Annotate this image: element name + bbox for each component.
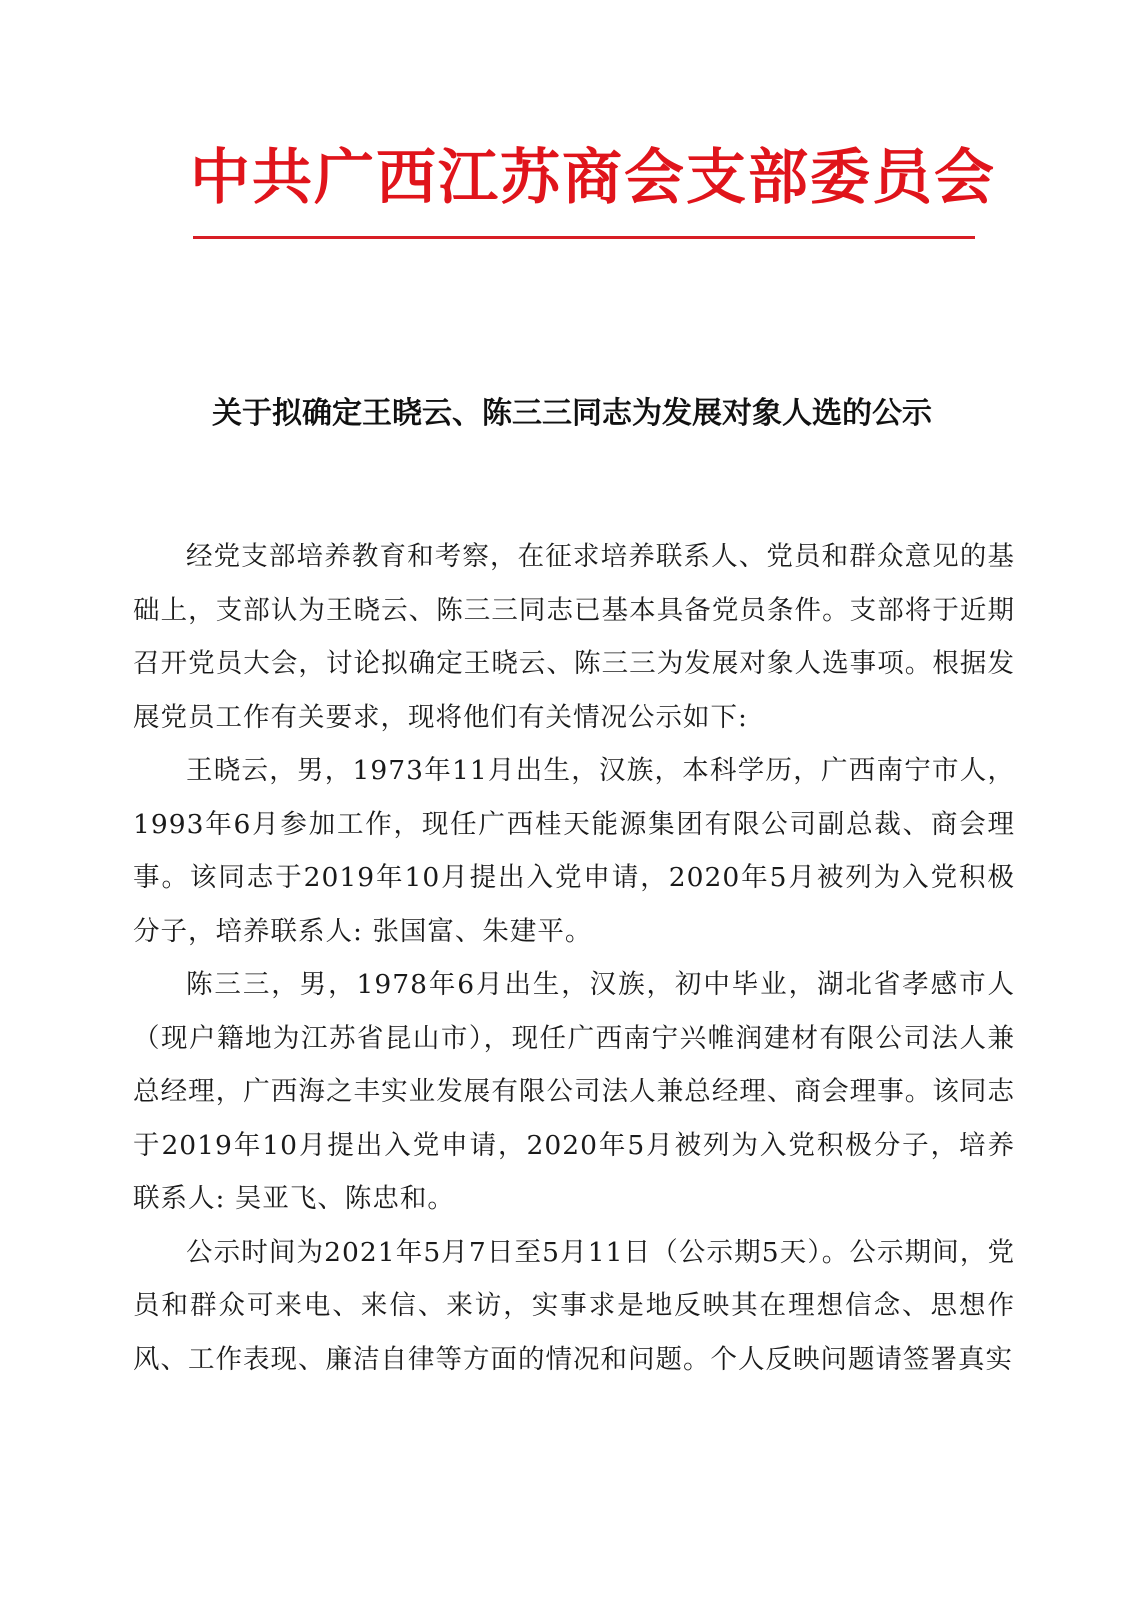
paragraph-intro: 经党支部培养教育和考察，在征求培养联系人、党员和群众意见的基础上，支部认为王晓云、陈三三同志已基本具备党员条件。支部将于近期召开党员大会，讨论拟确定王晓云、陈三三为发展对象人选事项。根据发展党员工作有关要求，现将他们有关情况公示如下: xyxy=(133,541,1015,733)
document-body xyxy=(133,530,1015,1386)
paragraph-publicity-period: 公示时间为2021年5月7日至5月11日（公示期5天）。公示期间，党员和群众可来电、来信、来访，实事求是地反映其在理想信念、思想作风、工作表现、廉洁自律等方面的情况和问题。个人反映问题请签署真实 xyxy=(133,1236,1015,1375)
document-title: 关于拟确定王晓云、陈三三同志为发展对象人选的公示 xyxy=(212,396,932,431)
paragraph-candidate-chen: 陈三三，男，1978年6月出生，汉族，初中毕业，湖北省孝感市人（现户籍地为江苏省昆山市），现任广西南宁兴帷润建材有限公司法人兼总经理，广西海之丰实业发展有限公司法人兼总经理、商会理事。该同志于2019年10月提出入党申请，2020年5月被列为入党积极分子，培养联系人: 吴亚飞、陈忠和。 xyxy=(133,969,1015,1214)
paragraph-candidate-wang: 王晓云，男，1973年11月出生，汉族，本科学历，广西南宁市人，1993年6月参加工作，现任广西桂天能源集团有限公司副总裁、商会理事。该同志于2019年10月提出入党申请，2020年5月被列为入党积极分子，培养联系人: 张国富、朱建平。 xyxy=(133,755,1015,947)
masthead-red-rule xyxy=(193,236,975,239)
masthead-organization: 中共广西江苏商会支部委员会 xyxy=(190,143,996,213)
